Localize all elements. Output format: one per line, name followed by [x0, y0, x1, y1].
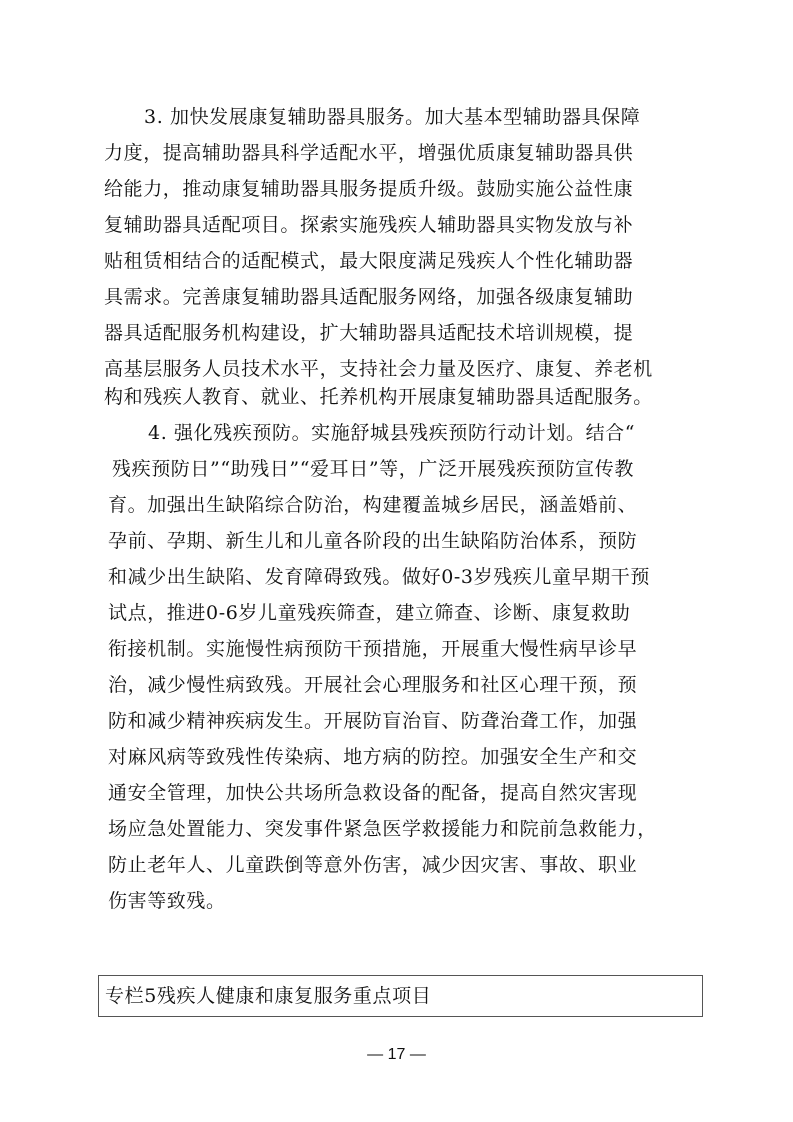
paragraph-4-line: 衔接机制。实施慢性病预防干预措施，开展重大慢性病早诊早	[108, 638, 638, 660]
paragraph-3-line: 高基层服务人员技术水平，支持社会力量及医疗、康复、养老机	[104, 358, 653, 380]
paragraph-4-line: 伤害等致残。	[108, 890, 226, 912]
feature-box	[98, 975, 703, 1017]
paragraph-3-line: 贴租赁相结合的适配模式，最大限度满足残疾人个性化辅助器	[104, 250, 634, 272]
paragraph-4-line: 孕前、孕期、新生儿和儿童各阶段的出生缺陷防治体系，预防	[108, 530, 638, 552]
paragraph-3-line: 力度，提高辅助器具科学适配水平，增强优质康复辅助器具供	[104, 142, 634, 164]
paragraph-4-line: 对麻风病等致残性传染病、地方病的防控。加强安全生产和交	[108, 746, 638, 768]
paragraph-4-line: 4. 强化残疾预防。实施舒城县残疾预防行动计划。结合“	[148, 422, 636, 444]
paragraph-3-line: 3. 加快发展康复辅助器具服务。加大基本型辅助器具保障	[144, 106, 641, 128]
page-number: — 17 —	[367, 1046, 426, 1063]
paragraph-4-line: 通安全管理，加快公共场所急救设备的配备，提高自然灾害现	[108, 782, 638, 804]
paragraph-4-line: 和减少出生缺陷、发育障碍致残。做好0-3岁残疾儿童早期干预	[108, 566, 650, 588]
paragraph-3-line: 构和残疾人教育、就业、托养机构开展康复辅助器具适配服务。	[104, 386, 653, 408]
feature-box-title: 专栏5残疾人健康和康复服务重点项目	[105, 985, 432, 1007]
paragraph-3-line: 器具适配服务机构建设，扩大辅助器具适配技术培训规模，提	[104, 322, 634, 344]
paragraph-3-line: 复辅助器具适配项目。探索实施残疾人辅助器具实物发放与补	[104, 214, 634, 236]
paragraph-4-line: 育。加强出生缺陷综合防治，构建覆盖城乡居民，涵盖婚前、	[108, 494, 638, 516]
paragraph-3-line: 给能力，推动康复辅助器具服务提质升级。鼓励实施公益性康	[104, 178, 634, 200]
paragraph-4-line: 残疾预防日”“助残日”“爱耳日”等，广泛开展残疾预防宣传教	[112, 458, 634, 480]
paragraph-3-line: 具需求。完善康复辅助器具适配服务网络，加强各级康复辅助	[104, 286, 634, 308]
paragraph-4-line: 防止老年人、儿童跌倒等意外伤害，减少因灾害、事故、职业	[108, 854, 638, 876]
paragraph-4-line: 防和减少精神疾病发生。开展防盲治盲、防聋治聋工作，加强	[108, 710, 638, 732]
paragraph-4-line: 治，减少慢性病致残。开展社会心理服务和社区心理干预，预	[108, 674, 638, 696]
paragraph-4-line: 场应急处置能力、突发事件紧急医学救援能力和院前急救能力，	[108, 818, 657, 840]
paragraph-4-line: 试点，推进0-6岁儿童残疾筛查，建立筛查、诊断、康复救助	[108, 602, 631, 624]
